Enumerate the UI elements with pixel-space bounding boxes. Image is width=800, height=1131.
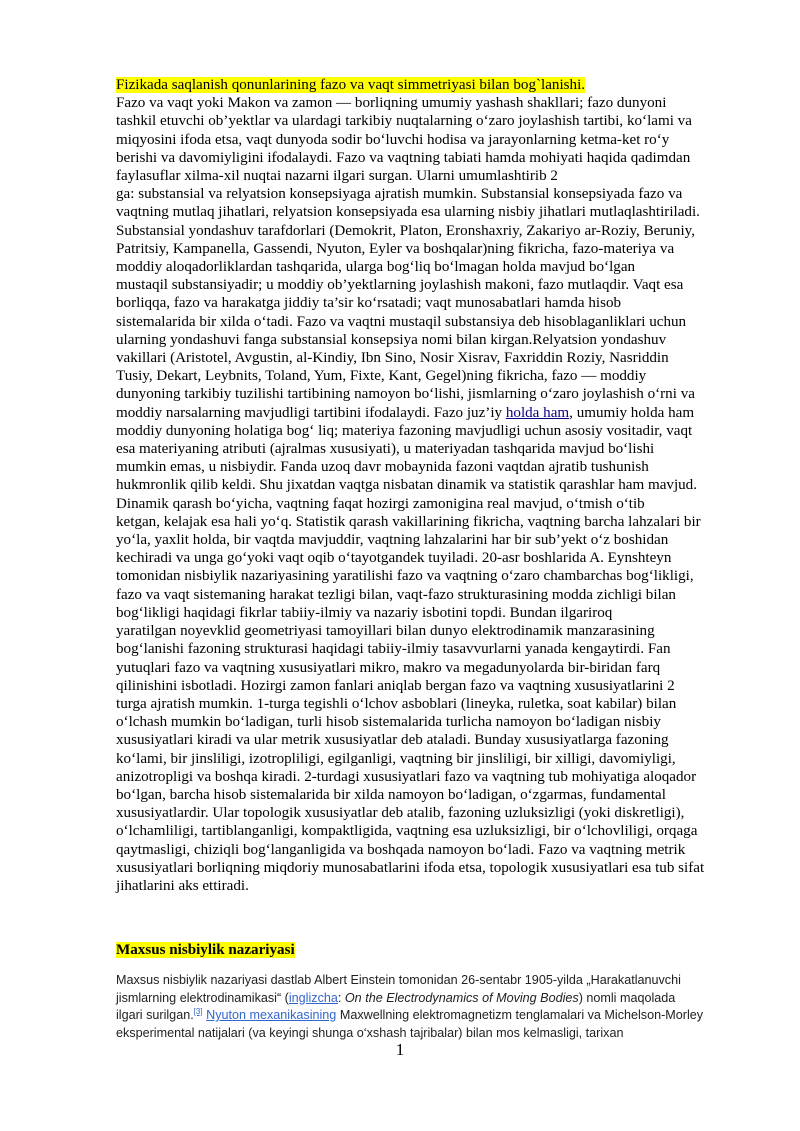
document-title-line bbox=[116, 76, 746, 94]
body-text-part-1: Fazo va vaqt yoki Makon va zamon — borliqning umumiy yashash shakllari; fazo dunyoni tashkil etuvchi ob’yektlar va ulardagi tarkibiy nuqtalarning o‘zaro joylashish tartibi, ko‘lami va miqyosini ifoda etsa, vaqt dunyoda sodir bo‘luvchi hodisa va jarayonlarning ketma-ket ro‘y berishi va davomiyligini ifodalaydi. Fazo va vaqtning tabiati hamda mohiyati haqida qadimdan faylasuflar xilma-xil nuqtai nazarni ilgari surgan. Ularni umumlashtirib 2 ga: substansial va relyatsion konsepsiyaga ajratish mumkin. Substansial konsepsiyada fazo va vaqtning mutlaq jihatlari, relyatsion konsepsiyada esa ularning nisbiy jihatlari mutlaqlashtiriladi. Substansial yondashuv tarafdorlari (Demokrit, Platon, Eronshaxriy, Zakariyo ar-Roziy, Beruniy, Patritsiy, Kampanella, Gassendi, Nyuton, Eyler va boshqalar)ning fikricha, fazo-materiya va moddiy aloqadorliklardan tashqarida, ularga bog‘liq bo‘lmagan holda mavjud bo‘lgan mustaqil substansiyadir; u moddiy ob’yektlarning joylashish makoni, fazo mutlaqdir. Vaqt esa borliqqa, fazo va harakatga jiddiy ta’sir ko‘rsatadi; vaqt munosabatlari hamda hisob sistemalarida bir xilda o‘tadi. Fazo va vaqtni mustaqil substansiya deb hisoblaganliklari uchun ularning yondashuvi fanga substansial konsepsiya nomi bilan kirgan.Relyatsion yondashuv vakillari (Aristotel, Avgustin, al-Kindiy, Ibn Sino, Nosir Xisrav, Faxriddin Roziy, Nasriddin Tusiy, Dekart, Leybnits, Toland, Yum, Fixte, Kant, Gegel)ning fikricha, fazo — moddiy dunyoning tarkibiy tuzilishi tartibining namoyon bo‘lishi, jismlarning o‘zaro joylashish o‘rni va moddiy narsalarning mavjudligi tartibini ifodalaydi. Fazo juz’iy bbox=[116, 95, 700, 421]
wiki-paragraph bbox=[116, 972, 752, 1042]
body-paragraph bbox=[116, 94, 746, 895]
wiki-text-3: ) nomli maqolada ilgari surilgan. bbox=[116, 990, 676, 1022]
english-title: On the Electrodynamics of Moving Bodies bbox=[344, 990, 579, 1005]
section-heading-wrap bbox=[116, 942, 295, 959]
section-heading: Maxsus nisbiylik nazariyasi bbox=[116, 942, 295, 958]
wiki-text-1: Maxsus nisbiylik nazariyasi dastlab Albert Einstein tomonidan 26-sentabr 1905-yilda „Harakatlanuvchi jismlarning elektrodinamikasi“ ( bbox=[116, 973, 681, 1005]
document-title: Fizikada saqlanish qonunlarining fazo va vaqt simmetriyasi bilan bog`lanishi. bbox=[116, 77, 586, 93]
document-body bbox=[116, 76, 746, 895]
body-text-part-2: , umumiy holda ham moddiy dunyoning holatiga bog‘ liq; materiya fazoning mavjudligi uchun asosiy vositadir, vaqt esa materiyaning atributi (ajralmas xususiyati), u materiyadan tashqarida mavjud bo‘lishi mumkin emas, u nisbiydir. Fanda uzoq davr mobaynida fazoni vaqtdan ajratib tushunish hukmronlik qilib keldi. Shu jixatdan vaqtga nisbatan dinamik va statistik qarashlar ham mavjud. Dinamik qarash bo‘yicha, vaqtning faqat hozirgi zamonigina real mavjud, o‘tmish o‘tib ketgan, kelajak esa hali yo‘q. Statistik qarash vakillarining fikricha, vaqtning barcha lahzalari bir yo‘la, yaxlit holda, bir vaqtda mavjuddir, vaqtning lahzalarini har bir sub’yekt o‘z boshidan kechiradi va unga go‘yoki vaqt oqib o‘tayotgandek tuyiladi. 20-asr boshlarida A. Eynshteyn tomonidan nisbiylik nazariyasining yaratilishi fazo va vaqtning o‘zaro chambarchas bog‘likligi, fazo va vaqt sistemaning harakat tezligi bilan, vaqt-fazo strukturasining modda zichligi bilan bog‘likligi haqidagi fikrlar tabiiy-ilmiy va nazariy isbotini topdi. Bundan ilgariroq yaratilgan noyevklid geometriyasi tamoyillari bilan dunyo elektrodinamik manzarasining bog‘lanishi fazoning strukturasi haqidagi tabiiy-ilmiy tasavvurlarni yanada kengaytirdi. Fan yutuqlari fazo va vaqtning xususiyatlari mikro, makro va megadunyolarda bir-biridan farq qilinishini isbotladi. Hozirgi zamon fanlari aniqlab bergan fazo va vaqtning xususiyatlarini 2 turga ajratish mumkin. 1-turga tegishli o‘lchov asboblari (lineyka, ruletka, soat kabilar) bilan o‘lchash mumkin bo‘ladigan, turli hisob sistemalarida turlicha namoyon bo‘ladigan nisbiy xususiyatlari kiradi va ular metrik xususiyatlar deb ataladi. Bunday xususiyatlarga fazoning ko‘lami, bir jinsliligi, izotropliligi, egilganligi, vaqtning bir jinsliligi, bir xilligi, davomiyligi, anizotropligi va boshqa kiradi. 2-turdagi xususiyatlari fazo va vaqtning tub mohiyatiga aloqador bo‘lgan, barcha hisob sistemalarida bir xilda namoyon bo‘ladigan, o‘zgarmas, fundamental xususiyatlardir. Ular topologik xususiyatlar deb atalib, fazoning uzluksizligi (yoki diskretligi), o‘lchamliligi, tartiblanganligi, kompaktligida, vaqtning esa uzluksizligi, bir o‘lchovliligi, orqaga qaytmasligi, chiziqli bog‘langanligida va boshqada namoyon bo‘ladi. Fazo va vaqtning metrik xususiyatlari borliqning miqdoriy munosabatlarini ifoda etsa, topologik xususiyatlari esa tub sifat jihatlarini aks ettiradi. bbox=[116, 404, 705, 894]
wiki-text-5: Maxwellning elektromagnetizm tenglamalari va Michelson-Morley eksperimental natijalari (va keyingi shunga o‘xshash tajribalar) bilan mos kelmasligi, tarixan bbox=[116, 1008, 704, 1040]
inglizcha-link[interactable]: inglizcha bbox=[288, 990, 338, 1005]
holda-ham-link[interactable]: holda ham bbox=[505, 404, 570, 421]
wiki-text-2: : bbox=[337, 990, 345, 1005]
nyuton-mexanikasi-link[interactable]: Nyuton mexanikasining bbox=[206, 1008, 337, 1022]
page-number: 1 bbox=[395, 1040, 405, 1059]
reference-link[interactable]: [3] bbox=[193, 1006, 203, 1016]
